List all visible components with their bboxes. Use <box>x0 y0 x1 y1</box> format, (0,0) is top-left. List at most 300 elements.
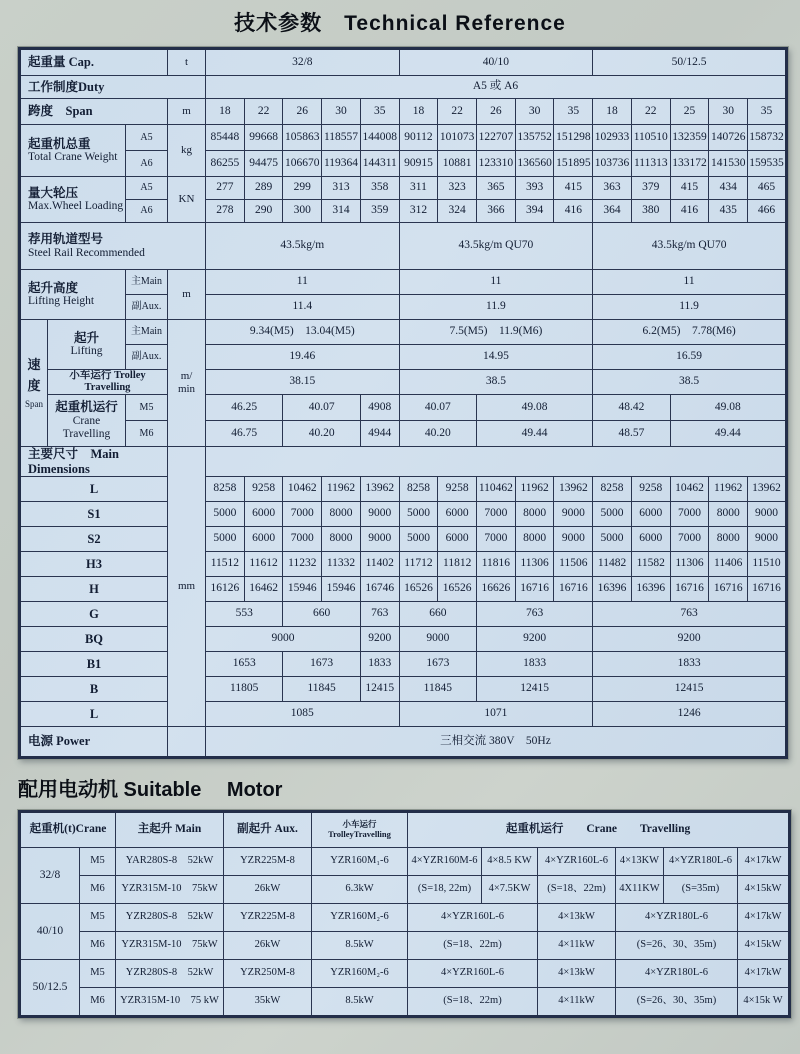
row-capacity <box>20 49 787 76</box>
table-cell: 434 <box>709 177 748 200</box>
table-cell: 118557 <box>322 125 361 151</box>
table-cell: 16526 <box>399 576 438 601</box>
table-cell: 32/8 <box>206 49 400 76</box>
table-cell: 132359 <box>670 125 709 151</box>
motor-duty-class: M5 <box>80 959 116 987</box>
table-cell: 416 <box>670 200 709 223</box>
table-cell: 85448 <box>206 125 245 151</box>
speed-sub-main: 主Main <box>126 320 168 345</box>
table-cell: 299 <box>283 177 322 200</box>
table-cell: 13962 <box>748 476 787 501</box>
table-cell: 1833 <box>593 651 787 676</box>
table-cell: 11510 <box>748 551 787 576</box>
table-cell: 8258 <box>593 476 632 501</box>
table-cell: 393 <box>515 177 554 200</box>
table-cell: 16746 <box>360 576 399 601</box>
rail-label <box>20 223 206 270</box>
table-cell: 6000 <box>438 526 477 551</box>
motor-main-hoist: YZR315M-10 75kW <box>116 875 224 903</box>
table-cell: 103736 <box>593 151 632 177</box>
speed-unit <box>168 320 206 447</box>
dim-label: G <box>20 601 168 626</box>
table-cell: 40.07 <box>283 395 360 421</box>
row-dim-L <box>20 476 787 501</box>
speed-sub-m5: M5 <box>126 395 168 421</box>
row-duty <box>20 76 787 99</box>
table-cell: 25 <box>670 99 709 125</box>
weight-sub-a5: A5 <box>126 125 168 151</box>
motor-travel-cell: 4×15kW <box>738 931 790 959</box>
table-cell: 5000 <box>399 526 438 551</box>
table-cell: 1673 <box>399 651 476 676</box>
height-unit: m <box>168 270 206 320</box>
table-cell: 8000 <box>515 501 554 526</box>
table-cell: 553 <box>206 601 283 626</box>
table-cell: 151298 <box>554 125 593 151</box>
motor-travel-cell: 4×17kW <box>738 959 790 987</box>
motor-main-hoist: YZR280S-8 52kW <box>116 959 224 987</box>
table-cell: 415 <box>670 177 709 200</box>
table-cell: 11805 <box>206 676 283 701</box>
row-speed-lift-main <box>20 320 787 345</box>
table-cell: 9000 <box>554 501 593 526</box>
height-label <box>20 270 126 320</box>
table-cell: 7.5(M5) 11.9(M6) <box>399 320 593 345</box>
table-cell: 38.15 <box>206 370 400 395</box>
motor-section-title: 配用电动机 Suitable Motor <box>18 778 283 801</box>
weight-label-en: Total Crane Weight <box>28 151 118 164</box>
row-dim-S1 <box>20 501 787 526</box>
table-cell: 324 <box>438 200 477 223</box>
table-cell: 11845 <box>399 676 476 701</box>
motor-main-hoist: YZR315M-10 75 kW <box>116 987 224 1016</box>
table-cell: 43.5kg/m <box>206 223 400 270</box>
table-cell: 9258 <box>438 476 477 501</box>
row-dim-H3 <box>20 551 787 576</box>
table-cell: 11 <box>593 270 787 295</box>
trolley-speed-label: 小车运行 Trolley Travelling <box>48 370 168 395</box>
table-cell: 289 <box>244 177 283 200</box>
dim-label: H3 <box>20 551 168 576</box>
speed-sub-m6: M6 <box>126 421 168 447</box>
motor-travel-cell: 4×7.5KW <box>482 875 538 903</box>
motor-travel-cell: 4×15kW <box>738 875 790 903</box>
table-cell: 38.5 <box>593 370 787 395</box>
motor-row-40-10-m6 <box>20 931 790 959</box>
motor-trolley: YZR160M₁-6 <box>312 847 408 875</box>
table-cell: 9000 <box>748 526 787 551</box>
table-cell: 7000 <box>477 501 516 526</box>
row-dimensions-header <box>20 447 787 477</box>
motor-capacity: 50/12.5 <box>20 959 80 1016</box>
table-cell: 18 <box>399 99 438 125</box>
table-cell: 278 <box>206 200 245 223</box>
motor-duty-class: M5 <box>80 847 116 875</box>
duty-label: 工作制度Duty <box>20 76 206 99</box>
motor-aux-hoist: YZR250M-8 <box>224 959 312 987</box>
motor-header-travel: 起重机运行 Crane Travelling <box>408 811 790 847</box>
table-cell: 18 <box>593 99 632 125</box>
table-cell: 7000 <box>670 501 709 526</box>
motor-travel-cell: 4X11KW <box>616 875 664 903</box>
table-cell: 35 <box>360 99 399 125</box>
table-cell: 11332 <box>322 551 361 576</box>
motor-travel-cell: 4×YZR160L-6 <box>408 959 538 987</box>
row-dim-G <box>20 601 787 626</box>
table-cell: 159535 <box>748 151 787 177</box>
table-cell: 359 <box>360 200 399 223</box>
table-cell: 11.9 <box>399 295 593 320</box>
motor-trolley: 8.5kW <box>312 931 408 959</box>
table-cell: 105863 <box>283 125 322 151</box>
table-cell: 1833 <box>360 651 399 676</box>
row-dim-L2 <box>20 701 787 726</box>
technical-reference-table <box>18 47 788 759</box>
table-cell: 43.5kg/m QU70 <box>399 223 593 270</box>
table-cell: 8258 <box>399 476 438 501</box>
table-cell: 26 <box>477 99 516 125</box>
crane-speed-label-zh: 起重机运行 <box>55 400 118 415</box>
row-height-main <box>20 270 787 295</box>
table-cell: 16716 <box>709 576 748 601</box>
motor-travel-cell: 4×17kW <box>738 847 790 875</box>
table-cell: 49.44 <box>477 421 593 447</box>
motor-travel-cell: 4×11kW <box>538 987 616 1016</box>
motor-main-hoist: YAR280S-8 52kW <box>116 847 224 875</box>
motor-duty-class: M5 <box>80 903 116 931</box>
table-cell: 10462 <box>670 476 709 501</box>
table-cell: 22 <box>244 99 283 125</box>
motor-travel-cell: 4×8.5 KW <box>482 847 538 875</box>
table-cell: 30 <box>709 99 748 125</box>
row-wheel-a5 <box>20 177 787 200</box>
table-cell: 158732 <box>748 125 787 151</box>
table-cell: 16526 <box>438 576 477 601</box>
table-cell: 763 <box>477 601 593 626</box>
height-sub-main: 主Main <box>126 270 168 295</box>
table-cell: 122707 <box>477 125 516 151</box>
motor-main-hoist: YZR315M-10 75kW <box>116 931 224 959</box>
table-cell: 22 <box>438 99 477 125</box>
motor-travel-cell: 4×YZR180L-6 <box>616 959 738 987</box>
table-cell: 290 <box>244 200 283 223</box>
table-cell: 6.2(M5) 7.78(M6) <box>593 320 787 345</box>
table-cell: 135752 <box>515 125 554 151</box>
speed-side-zh1: 速 <box>27 357 41 373</box>
crane-speed-label <box>48 395 126 447</box>
motor-travel-cell: (S=18、22m) <box>408 931 538 959</box>
table-cell: 40.07 <box>399 395 476 421</box>
dim-label: B <box>20 676 168 701</box>
table-cell: 111313 <box>631 151 670 177</box>
table-cell: 8000 <box>709 501 748 526</box>
table-cell: 40.20 <box>399 421 476 447</box>
table-cell: 314 <box>322 200 361 223</box>
wheel-sub-a6: A6 <box>126 200 168 223</box>
table-cell: 7000 <box>283 526 322 551</box>
dim-label: S2 <box>20 526 168 551</box>
motor-aux-hoist: 35kW <box>224 987 312 1016</box>
table-cell: 19.46 <box>206 345 400 370</box>
table-cell: 6000 <box>631 501 670 526</box>
wheel-sub-a5: A5 <box>126 177 168 200</box>
table-cell: 11306 <box>515 551 554 576</box>
table-cell: 13962 <box>360 476 399 501</box>
motor-row-50-125-m6 <box>20 987 790 1016</box>
motor-header-trolley: 小车运行TrolleyTravelling <box>312 811 408 847</box>
table-cell: 11 <box>206 270 400 295</box>
table-cell: 8258 <box>206 476 245 501</box>
table-cell: 415 <box>554 177 593 200</box>
table-cell: 11 <box>399 270 593 295</box>
table-cell: 5000 <box>593 526 632 551</box>
table-cell: 9000 <box>206 626 361 651</box>
table-cell: 11816 <box>477 551 516 576</box>
power-label: 电源 Power <box>20 726 168 757</box>
span-unit: m <box>168 99 206 125</box>
motor-aux-hoist: 26kW <box>224 875 312 903</box>
speed-unit-line1: m/ <box>180 370 193 383</box>
motor-travel-cell: (S=18, 22m) <box>408 875 482 903</box>
wheel-unit: KN <box>168 177 206 223</box>
motor-travel-cell: 4×13kW <box>538 959 616 987</box>
lifting-speed-label <box>48 320 126 370</box>
motor-travel-cell: (S=18、22m) <box>408 987 538 1016</box>
table-cell: 90112 <box>399 125 438 151</box>
dim-label: H <box>20 576 168 601</box>
row-dim-B1 <box>20 651 787 676</box>
table-cell: 49.08 <box>477 395 593 421</box>
table-cell: 30 <box>322 99 361 125</box>
speed-side-en: Span <box>25 398 43 409</box>
dim-label: BQ <box>20 626 168 651</box>
weight-label-zh: 起重机总重 <box>28 136 91 151</box>
table-cell: 7000 <box>477 526 516 551</box>
motor-header-main: 主起升 Main <box>116 811 224 847</box>
table-cell: 300 <box>283 200 322 223</box>
table-cell: 8000 <box>322 501 361 526</box>
table-cell: 106670 <box>283 151 322 177</box>
table-cell: 49.08 <box>670 395 786 421</box>
table-cell: 48.57 <box>593 421 670 447</box>
table-cell: 16716 <box>515 576 554 601</box>
table-cell: 11812 <box>438 551 477 576</box>
table-cell: 277 <box>206 177 245 200</box>
table-cell: 11962 <box>709 476 748 501</box>
table-cell: 9000 <box>360 501 399 526</box>
table-cell: 12415 <box>477 676 593 701</box>
motor-travel-cell: 4×YZR160L-6 <box>538 847 616 875</box>
table-cell: 40.20 <box>283 421 360 447</box>
table-cell: 11402 <box>360 551 399 576</box>
motor-header-crane: 起重机(t)Crane <box>20 811 116 847</box>
rail-label-en: Steel Rail Recommended <box>28 246 145 259</box>
table-cell: 35 <box>748 99 787 125</box>
motor-row-40-10-m5 <box>20 903 790 931</box>
table-cell: 140726 <box>709 125 748 151</box>
table-cell: 7000 <box>283 501 322 526</box>
table-cell: 26 <box>283 99 322 125</box>
dim-label: L <box>20 701 168 726</box>
motor-trolley: YZR160M₂-6 <box>312 959 408 987</box>
table-cell: 35 <box>554 99 593 125</box>
table-cell: 16.59 <box>593 345 787 370</box>
dim-label: L <box>20 476 168 501</box>
motor-travel-cell: 4×17kW <box>738 903 790 931</box>
table-cell: 48.42 <box>593 395 670 421</box>
height-label-en: Lifting Height <box>28 295 95 308</box>
motor-row-50-125-m5 <box>20 959 790 987</box>
rail-label-zh: 荐用轨道型号 <box>28 232 104 247</box>
dimensions-unit: mm <box>168 447 206 727</box>
power-value: 三相交流 380V 50Hz <box>206 726 787 757</box>
table-cell: 46.75 <box>206 421 283 447</box>
weight-unit: kg <box>168 125 206 177</box>
table-cell: 763 <box>593 601 787 626</box>
table-cell: 660 <box>283 601 360 626</box>
table-cell: 9200 <box>360 626 399 651</box>
table-cell: 1246 <box>593 701 787 726</box>
motor-capacity: 32/8 <box>20 847 80 903</box>
table-cell: 30 <box>515 99 554 125</box>
motor-trolley: 8.5kW <box>312 987 408 1016</box>
capacity-unit: t <box>168 49 206 76</box>
crane-speed-label-en: Crane Travelling <box>62 414 111 440</box>
table-cell: 18 <box>206 99 245 125</box>
motor-capacity: 40/10 <box>20 903 80 959</box>
motor-aux-hoist: YZR225M-8 <box>224 847 312 875</box>
table-cell: 10462 <box>283 476 322 501</box>
table-cell: 16126 <box>206 576 245 601</box>
row-span <box>20 99 787 125</box>
table-cell: 394 <box>515 200 554 223</box>
row-dim-BQ <box>20 626 787 651</box>
table-cell: 323 <box>438 177 477 200</box>
table-cell: 9000 <box>748 501 787 526</box>
motor-travel-cell: (S=18、22m) <box>538 875 616 903</box>
motor-aux-hoist: YZR225M-8 <box>224 903 312 931</box>
table-cell: 123310 <box>477 151 516 177</box>
motor-row-32-8-m5 <box>20 847 790 875</box>
motor-duty-class: M6 <box>80 875 116 903</box>
motor-travel-cell: 4×11kW <box>538 931 616 959</box>
motor-duty-class: M6 <box>80 931 116 959</box>
table-cell: 43.5kg/m QU70 <box>593 223 787 270</box>
table-cell: 16716 <box>748 576 787 601</box>
motor-travel-cell: 4×YZR160M-6 <box>408 847 482 875</box>
dim-label: S1 <box>20 501 168 526</box>
table-cell: 6000 <box>438 501 477 526</box>
table-cell: 11.4 <box>206 295 400 320</box>
height-sub-aux: 副Aux. <box>126 295 168 320</box>
row-speed-trolley <box>20 370 787 395</box>
table-cell: 4944 <box>360 421 399 447</box>
row-rail <box>20 223 787 270</box>
motor-trolley: 6.3kW <box>312 875 408 903</box>
table-cell: 416 <box>554 200 593 223</box>
wheel-label-zh: 量大轮压 <box>28 185 79 200</box>
table-cell: 1673 <box>283 651 360 676</box>
table-cell: 15946 <box>322 576 361 601</box>
row-weight-a5 <box>20 125 787 151</box>
lifting-speed-label-en: Lifting <box>70 345 103 358</box>
span-label: 跨度 Span <box>20 99 168 125</box>
table-cell: 49.44 <box>670 421 786 447</box>
speed-side-label <box>20 320 48 447</box>
table-cell: 8000 <box>515 526 554 551</box>
table-cell: 358 <box>360 177 399 200</box>
row-weight-a6 <box>20 151 787 177</box>
table-cell: 11.9 <box>593 295 787 320</box>
table-cell: 465 <box>748 177 787 200</box>
speed-sub-aux: 副Aux. <box>126 345 168 370</box>
motor-travel-cell: (S=26、30、35m) <box>616 931 738 959</box>
table-cell: 11962 <box>515 476 554 501</box>
table-cell: 11512 <box>206 551 245 576</box>
table-cell: 9.34(M5) 13.04(M5) <box>206 320 400 345</box>
motor-trolley: YZR160M₂-6 <box>312 903 408 931</box>
row-dim-B <box>20 676 787 701</box>
table-cell: 5000 <box>206 501 245 526</box>
power-unit-empty <box>168 726 206 757</box>
table-cell: 16626 <box>477 576 516 601</box>
height-label-zh: 起升高度 <box>28 280 79 295</box>
table-cell: 22 <box>631 99 670 125</box>
table-cell: 6000 <box>244 526 283 551</box>
motor-travel-cell: (S=26、30、35m) <box>616 987 738 1016</box>
row-speed-crane-m5 <box>20 395 787 421</box>
motor-travel-cell: 4×YZR180L-6 <box>616 903 738 931</box>
row-height-aux <box>20 295 787 320</box>
table-cell: 364 <box>593 200 632 223</box>
table-cell: 94475 <box>244 151 283 177</box>
table-cell: 110510 <box>631 125 670 151</box>
table-cell: 11582 <box>631 551 670 576</box>
table-cell: 311 <box>399 177 438 200</box>
table-cell: 8000 <box>709 526 748 551</box>
table-cell: 11712 <box>399 551 438 576</box>
speed-unit-line2: min <box>177 383 196 396</box>
suitable-motor-table <box>18 810 791 1018</box>
table-cell: 9258 <box>244 476 283 501</box>
table-cell: 99668 <box>244 125 283 151</box>
table-cell: 144008 <box>360 125 399 151</box>
lifting-speed-label-zh: 起升 <box>73 330 99 345</box>
table-cell: 102933 <box>593 125 632 151</box>
table-cell: 12415 <box>360 676 399 701</box>
table-cell: 101073 <box>438 125 477 151</box>
table-cell: 14.95 <box>399 345 593 370</box>
table-cell: 1071 <box>399 701 593 726</box>
table-cell: 12415 <box>593 676 787 701</box>
motor-travel-cell: (S=35m) <box>664 875 738 903</box>
table-cell: 6000 <box>631 526 670 551</box>
row-power <box>20 726 787 757</box>
table-cell: 9000 <box>360 526 399 551</box>
dimensions-header-label: 主要尺寸 Main Dimensions <box>20 447 168 477</box>
wheel-label <box>20 177 126 223</box>
table-cell: 16716 <box>554 576 593 601</box>
table-cell: 40/10 <box>399 49 593 76</box>
table-cell: 9258 <box>631 476 670 501</box>
table-cell: 151895 <box>554 151 593 177</box>
table-cell: 11482 <box>593 551 632 576</box>
table-cell: 365 <box>477 177 516 200</box>
table-cell: 435 <box>709 200 748 223</box>
table-cell: 11962 <box>322 476 361 501</box>
table-cell: 11506 <box>554 551 593 576</box>
table-cell: 10881 <box>438 151 477 177</box>
